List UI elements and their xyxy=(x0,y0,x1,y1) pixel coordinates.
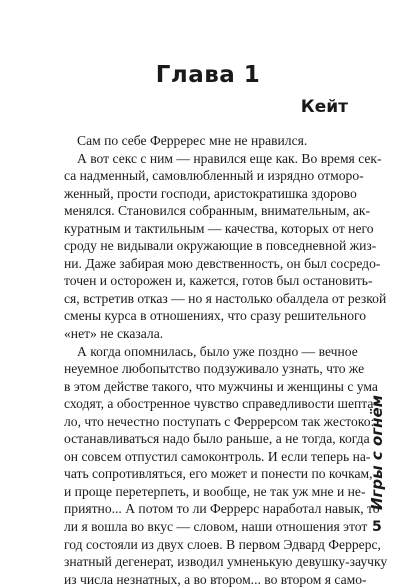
text-line: ли я вошла во вкус — словом, наши отношения этот xyxy=(64,519,368,535)
page-number: 5 xyxy=(372,519,382,535)
text-line: са надменный, самовлюбленный и изрядно отморо- xyxy=(64,168,364,184)
text-line: знатный дегенерат, изводил умненькую девушку-заучку xyxy=(64,554,388,570)
chapter-speaker-heading: Кейт xyxy=(300,97,348,117)
text-line: останавливаться надо было раньше, а не тогда, когда xyxy=(64,431,370,447)
text-line: приятно... А потом то ли Феррерс наработал навык, то xyxy=(64,501,380,517)
text-line: сроду не видывали окружающие в повседневной жиз- xyxy=(64,238,377,254)
text-line: и проще перетерпеть, и вообще, не так уж мне и не- xyxy=(64,483,366,499)
text-line: из числа незнатных, а во втором... во втором я само- xyxy=(64,571,367,587)
text-line: ся, встретив отказ — но я настолько обалдела от резкой xyxy=(64,290,387,306)
text-line: ло, что нечестно поступать с Феррерсом так жестоко: xyxy=(64,413,375,429)
text-line: «нет» не сказала. xyxy=(64,326,164,342)
book-title-side-label: Игры с огнём xyxy=(368,395,386,510)
text-line: женный, прости господи, аристократишка здорово xyxy=(64,185,357,201)
chapter-title: Глава 1 xyxy=(155,62,261,88)
text-line: А когда опомнилась, было уже поздно — вечное xyxy=(77,343,358,359)
text-line: он совсем отпустил самоконтроль. И если теперь на- xyxy=(64,448,371,464)
text-line: менялся. Становился собранным, внимательным, ак- xyxy=(64,203,371,219)
text-line: сходят, а обостренное чувство справедливости шепта- xyxy=(64,396,378,412)
text-line: А вот секс с ним — нравился еще как. Во время сек- xyxy=(77,150,382,166)
text-line: смены курса в отношениях, что сразу решительного xyxy=(64,308,367,324)
text-line: куратным и тактильным — качества, которых от него xyxy=(64,220,374,236)
text-line: год состояли из двух слоев. В первом Эдвард Феррерс, xyxy=(64,536,381,552)
text-line: неуемное любопытство подзуживало узнать, что же xyxy=(64,361,365,377)
text-line: Сам по себе Ферререс мне не нравился. xyxy=(77,133,308,148)
text-line: в этом действе такого, что мужчины и женщины с ума xyxy=(64,378,378,394)
text-line: точен и осторожен и, кажется, готов был остановить- xyxy=(64,273,373,289)
text-line: ни. Даже забирая мою девственность, он был сосредо- xyxy=(64,255,381,271)
text-line: чать сопротивляться, его может и понести по кочкам, xyxy=(64,466,373,482)
